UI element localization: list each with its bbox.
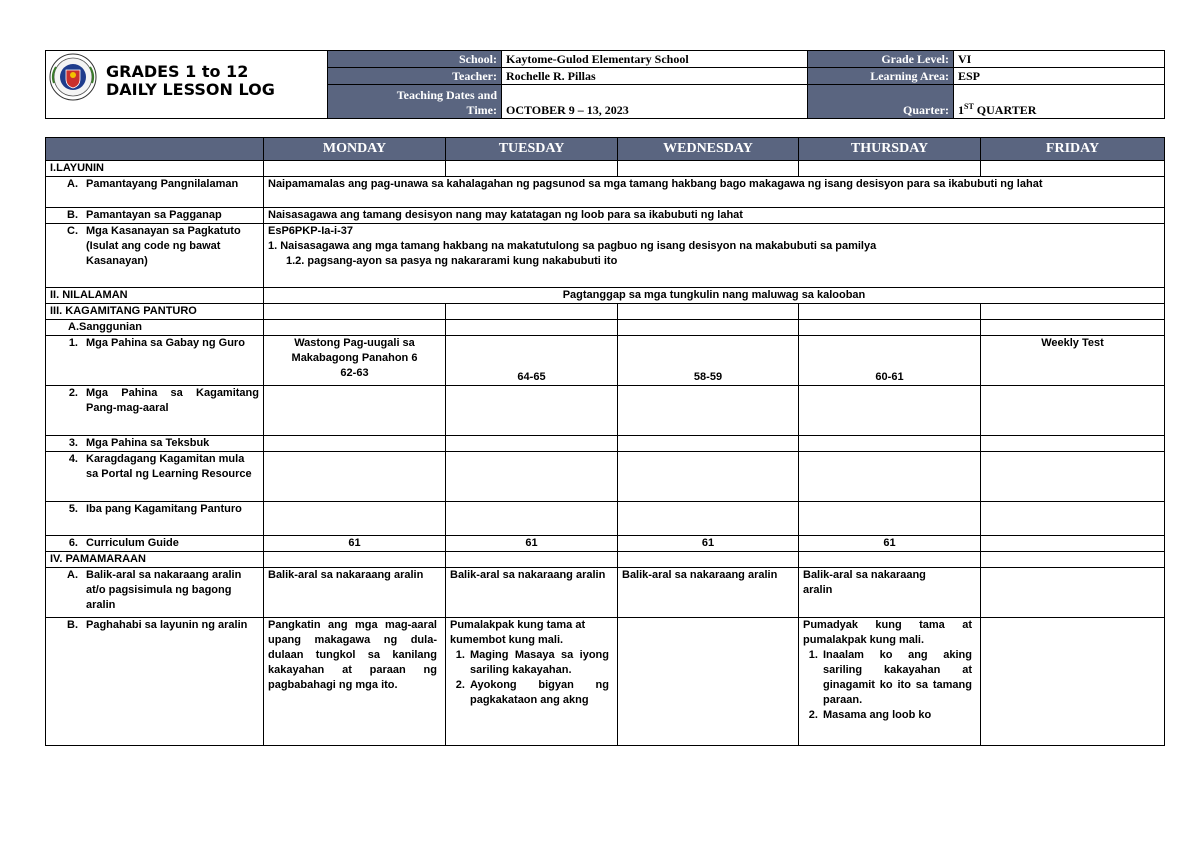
kasanayan-label (46, 224, 264, 288)
grade-level-value: VI (954, 51, 1165, 68)
curriculum-guide-tuesday: 61 (446, 536, 618, 552)
paghahabi-thursday-list (803, 648, 972, 723)
sanggunian-row (46, 320, 1165, 336)
list-item: 1. Inaalam ko ang aking sariling kakayahan at ginagamit ko ito sa tamang paraan. (821, 648, 972, 708)
balik-aral-row (46, 568, 1165, 618)
gabay-guro-row (46, 336, 1165, 386)
sanggunian-label: A.Sanggunian (46, 320, 264, 336)
title-line-1: GRADES 1 to 12 (106, 62, 249, 81)
item-text: Karagdagang Kagamitan mula sa Portal ng Learning Resource (86, 453, 252, 480)
title-cell (46, 51, 328, 119)
balik-aral-thursday: Balik-aral sa nakaraang aralin (799, 568, 981, 618)
kasanayan-value (264, 224, 1165, 288)
layunin-row (46, 161, 1165, 177)
gabay-guro-tuesday: 64-65 (446, 336, 618, 386)
pamamaraan-row (46, 552, 1165, 568)
item-text: Pamantayan sa Pagganap (86, 209, 222, 221)
paghahabi-label (46, 618, 264, 746)
lesson-log-table (45, 137, 1165, 746)
iba-pang-kagamitan-row (46, 502, 1165, 536)
kasanayan-label-main: Mga Kasanayan sa Pagkatuto (86, 225, 241, 237)
title-line-2: DAILY LESSON LOG (106, 80, 275, 99)
paghahabi-thursday (799, 618, 981, 746)
nilalaman-value: Pagtanggap sa mga tungkulin nang maluwag sa kalooban (264, 288, 1165, 304)
teacher-value: Rochelle R. Pillas (502, 68, 808, 85)
kasanayan-code: EsP6PKP-Ia-i-37 (268, 225, 353, 237)
item-text: Mga Pahina sa Kagamitang Pang-mag-aaral (86, 387, 259, 414)
header-table (45, 50, 1165, 119)
balik-aral-tuesday: Balik-aral sa nakaraang aralin (446, 568, 618, 618)
item-number: 6. (68, 537, 78, 549)
gabay-guro-monday-pages: 62-63 (340, 367, 369, 379)
nilalaman-heading: II. NILALAMAN (46, 288, 264, 304)
pamamaraan-heading: IV. PAMAMARAAN (46, 552, 264, 568)
day-friday: FRIDAY (981, 138, 1165, 161)
item-number: 1. (68, 337, 78, 349)
list-item: 2. Ayokong bigyan ng pagkakataon ang akng (468, 678, 609, 708)
grade-level-label: Grade Level: (808, 51, 954, 68)
karagdagang-kagamitan-label (46, 452, 264, 502)
deped-seal-icon (49, 53, 97, 101)
kagamitan-row (46, 304, 1165, 320)
dates-label (328, 85, 502, 119)
quarter-label: Quarter: (808, 85, 954, 119)
teksbuk-label (46, 436, 264, 452)
list-item: 2. Masama ang loob ko (821, 708, 972, 723)
kasanayan-label-note: (Isulat ang code ng bawat Kasanayan) (86, 240, 221, 267)
dates-value: OCTOBER 9 – 13, 2023 (502, 85, 808, 119)
item-text: Mga Pahina sa Teksbuk (86, 437, 210, 449)
item-letter: A. (67, 178, 78, 190)
teksbuk-row (46, 436, 1165, 452)
kagamitang-mag-aaral-label (46, 386, 264, 436)
quarter-value (954, 85, 1165, 119)
kasanayan-row (46, 224, 1165, 288)
day-header-blank (46, 138, 264, 161)
kagamitang-mag-aaral-row (46, 386, 1165, 436)
dates-label-line-1: Teaching Dates and (396, 88, 497, 102)
paghahabi-tuesday-intro: Pumalakpak kung tama at kumembot kung mali. (450, 619, 586, 646)
iba-pang-kagamitan-label (46, 502, 264, 536)
paghahabi-thursday-intro: Pumadyak kung tama at pumalakpak kung mali. (803, 619, 972, 646)
gabay-guro-monday (264, 336, 446, 386)
gabay-guro-monday-title: Wastong Pag-uugali sa Makabagong Panahon 6 (291, 337, 418, 364)
curriculum-guide-row (46, 536, 1165, 552)
kagamitan-heading: III. KAGAMITANG PANTURO (46, 304, 264, 320)
quarter-text: QUARTER (973, 103, 1037, 117)
item-letter: B. (67, 209, 78, 221)
curriculum-guide-thursday: 61 (799, 536, 981, 552)
day-thursday: THURSDAY (799, 138, 981, 161)
item-text: Iba pang Kagamitang Panturo (86, 503, 242, 515)
gabay-guro-friday: Weekly Test (981, 336, 1165, 386)
curriculum-guide-wednesday: 61 (618, 536, 799, 552)
item-text: Curriculum Guide (86, 537, 179, 549)
kasanayan-item-1-2: 1.2. pagsang-ayon sa pasya ng nakararami kung nakabubuti ito (286, 255, 618, 267)
balik-aral-label (46, 568, 264, 618)
item-letter: C. (67, 225, 78, 237)
teacher-label: Teacher: (328, 68, 502, 85)
balik-aral-wednesday: Balik-aral sa nakaraang aralin (618, 568, 799, 618)
karagdagang-kagamitan-row (46, 452, 1165, 502)
pamantayan-sa-pagganap-label (46, 208, 264, 224)
school-label: School: (328, 51, 502, 68)
gabay-guro-wednesday: 58-59 (618, 336, 799, 386)
paghahabi-monday: Pangkatin ang mga mag-aaral upang makagawa ng dula-dulaan tungkol sa kanilang kakayahan at paraan ng pagbabahagi ng mga ito. (264, 618, 446, 746)
kasanayan-item-1: 1. Naisasagawa ang mga tamang hakbang na makatutulong sa pagbuo ng isang desisyon na makabubuti sa pamilya (268, 240, 877, 252)
paghahabi-tuesday-list (450, 648, 609, 708)
pamantayang-pangnilalaman-row (46, 177, 1165, 208)
gabay-guro-thursday: 60-61 (799, 336, 981, 386)
quarter-suffix: ST (964, 102, 974, 111)
item-text: Paghahabi sa layunin ng aralin (86, 619, 248, 631)
list-item: 1. Maging Masaya sa iyong sariling kakayahan. (468, 648, 609, 678)
item-letter: B. (67, 619, 78, 631)
item-text: Pamantayang Pangnilalaman (86, 178, 239, 190)
day-tuesday: TUESDAY (446, 138, 618, 161)
pamantayan-sa-pagganap-value: Naisasagawa ang tamang desisyon nang may katatagan ng loob para sa ikabubuti ng lahat (264, 208, 1165, 224)
learning-area-value: ESP (954, 68, 1165, 85)
pamantayang-pangnilalaman-value: Naipamamalas ang pag-unawa sa kahalagahan ng pagsunod sa mga tamang hakbang bago makagawa ng isang desisyon para sa ikabubuti ng lahat (264, 177, 1165, 208)
item-letter: A. (67, 569, 78, 581)
school-value: Kaytome-Gulod Elementary School (502, 51, 808, 68)
item-number: 5. (68, 503, 78, 515)
pamantayan-sa-pagganap-row (46, 208, 1165, 224)
paghahabi-row (46, 618, 1165, 746)
gabay-guro-label (46, 336, 264, 386)
dates-label-line-2: Time: (466, 103, 497, 117)
item-number: 4. (68, 453, 78, 465)
nilalaman-row (46, 288, 1165, 304)
quarter-number: 1 (958, 103, 964, 117)
curriculum-guide-label (46, 536, 264, 552)
pamantayang-pangnilalaman-label (46, 177, 264, 208)
layunin-heading: I.LAYUNIN (46, 161, 264, 177)
item-number: 3. (68, 437, 78, 449)
title (106, 63, 275, 99)
item-text: Balik-aral sa nakaraang aralin at/o pagsisimula ng bagong aralin (86, 569, 242, 611)
day-header-row (46, 138, 1165, 161)
item-text: Mga Pahina sa Gabay ng Guro (86, 337, 245, 349)
paghahabi-tuesday (446, 618, 618, 746)
day-monday: MONDAY (264, 138, 446, 161)
learning-area-label: Learning Area: (808, 68, 954, 85)
item-number: 2. (68, 387, 78, 399)
day-wednesday: WEDNESDAY (618, 138, 799, 161)
balik-aral-monday: Balik-aral sa nakaraang aralin (264, 568, 446, 618)
curriculum-guide-monday: 61 (264, 536, 446, 552)
